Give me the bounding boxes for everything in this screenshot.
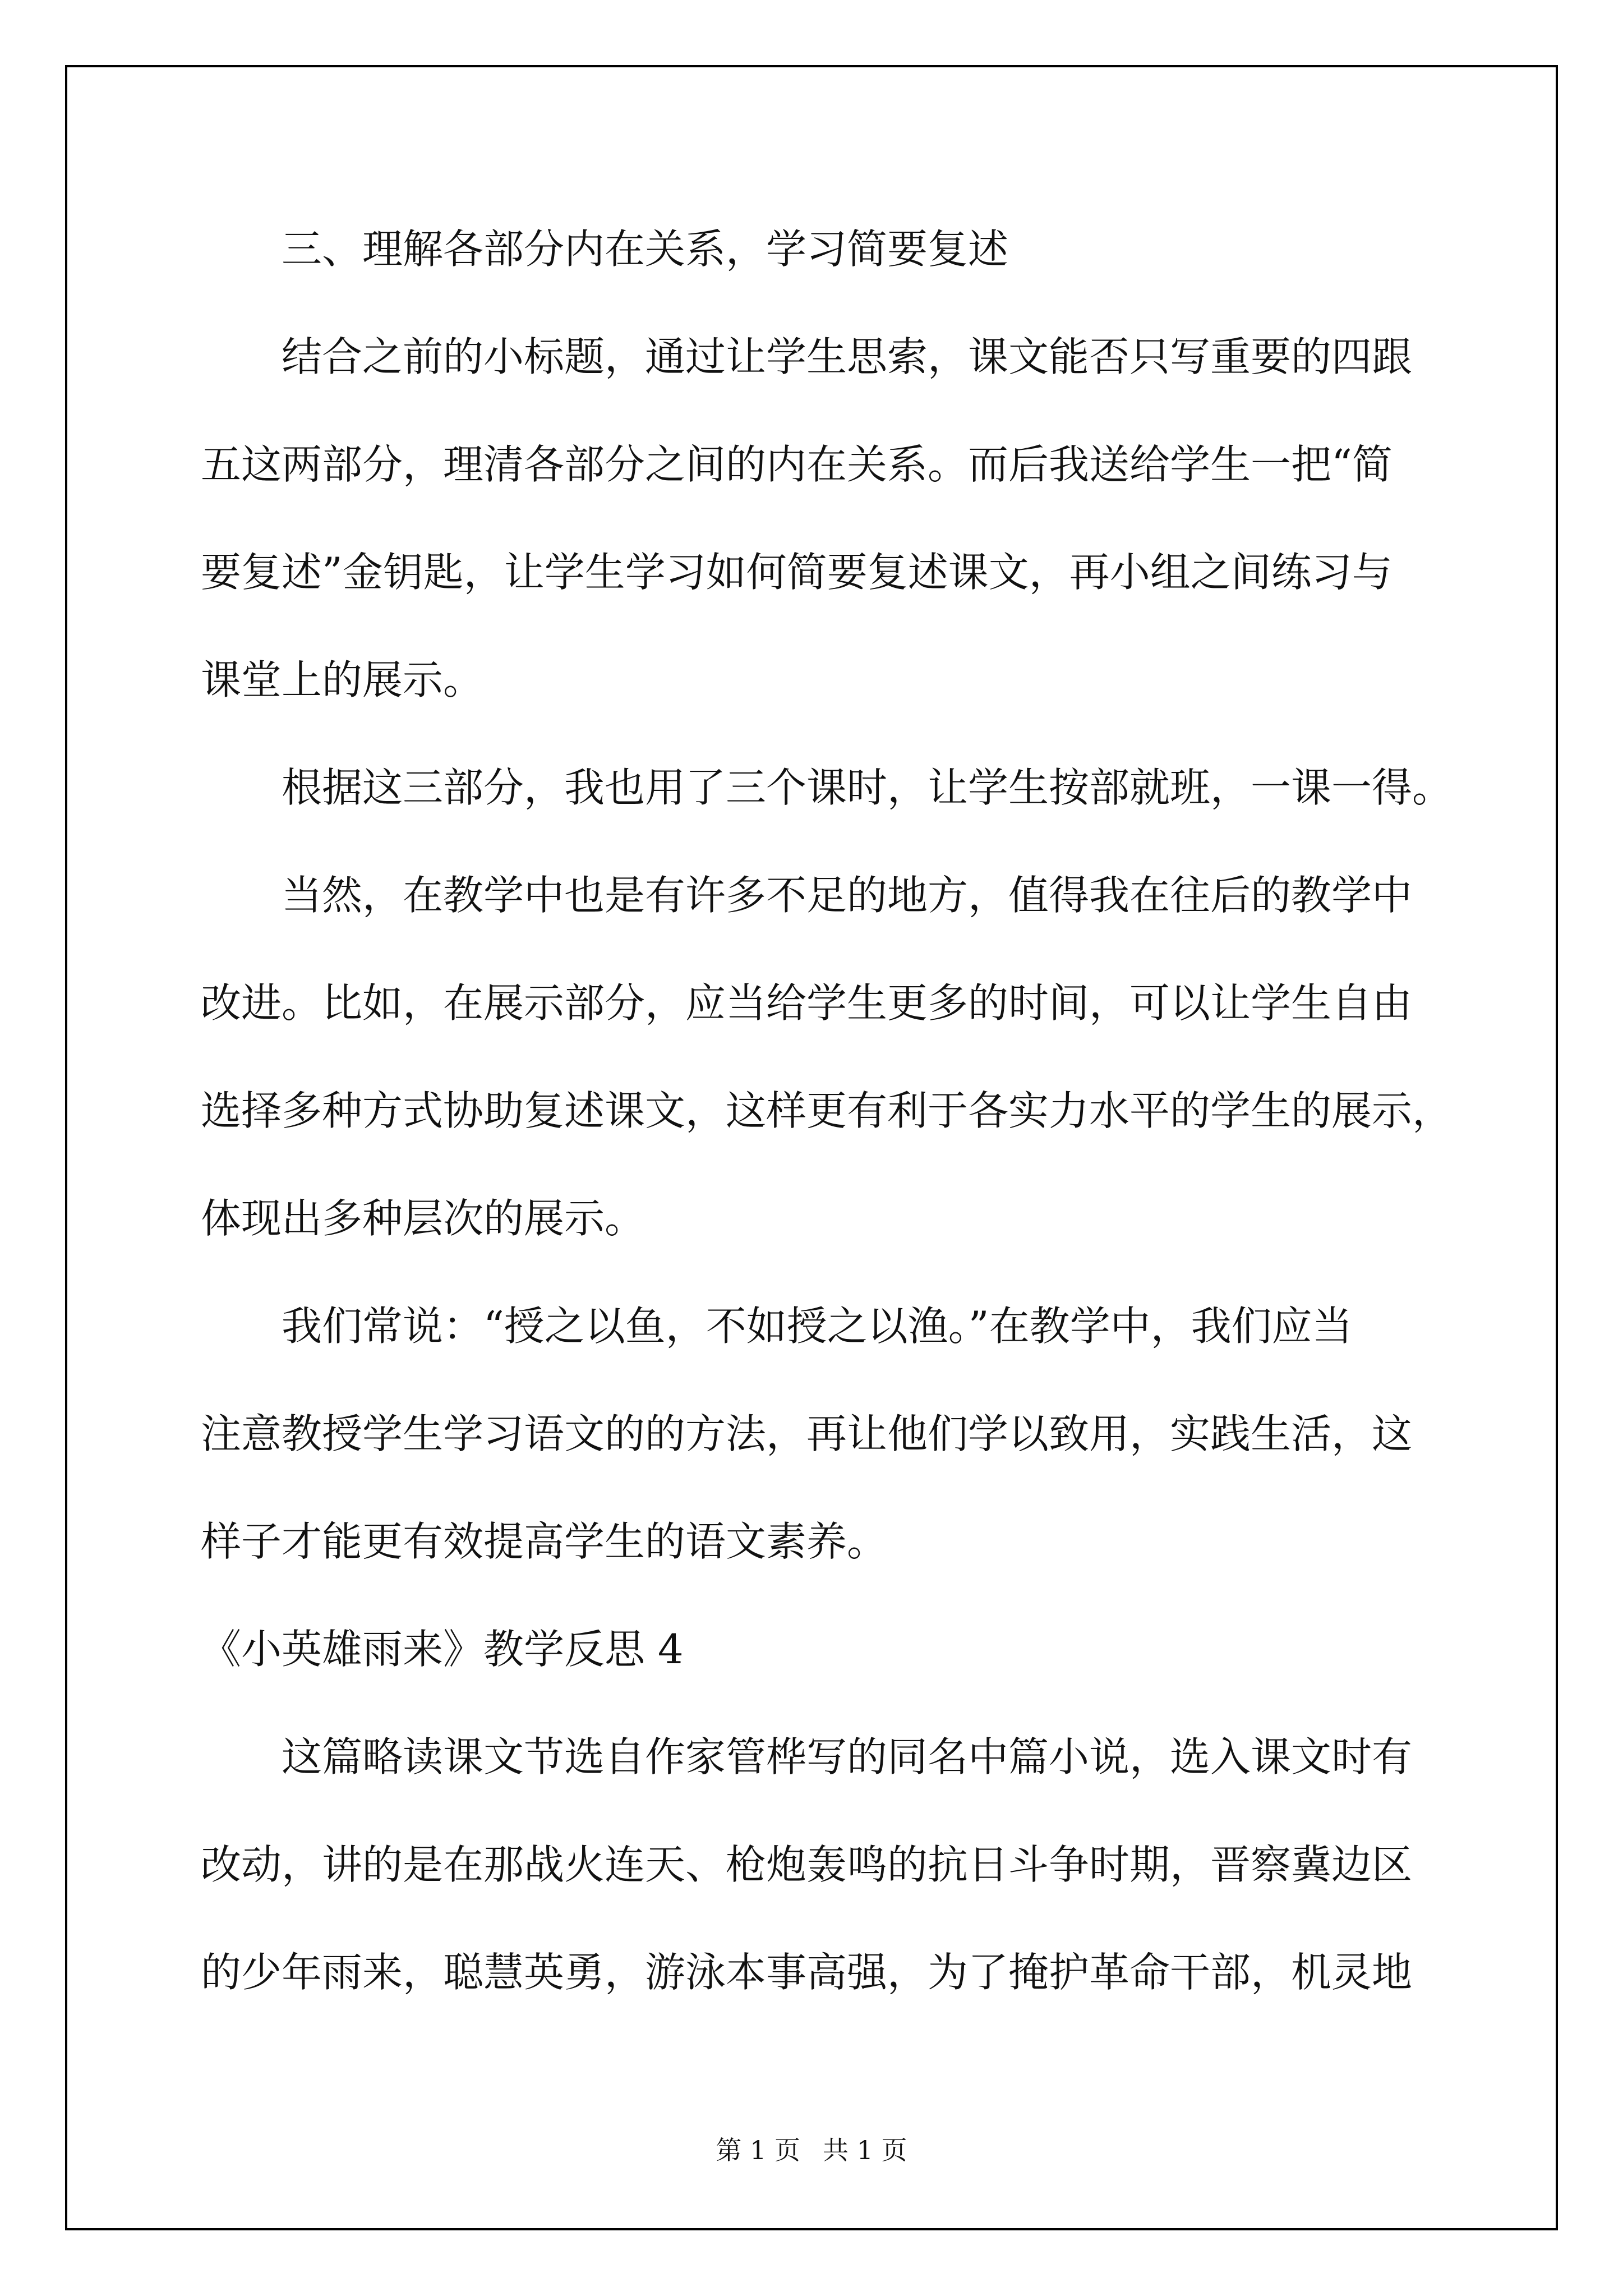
text-line-07: 当然，在教学中也是有许多不足的地方，值得我在往后的教学中: [282, 872, 1413, 919]
text-line-08: 改进。比如，在展示部分，应当给学生更多的时间，可以让学生自由: [201, 979, 1413, 1027]
text-line-02: 结合之前的小标题，通过让学生思索，课文能否只写重要的四跟: [282, 333, 1413, 380]
text-line-13: 样子才能更有效提高学生的语文素养。: [201, 1518, 888, 1565]
text-line-16: 改动，讲的是在那战火连天、枪炮轰鸣的抗日斗争时期，晋察冀边区: [201, 1841, 1413, 1888]
text-line-11: 我们常说：“授之以鱼，不如授之以渔。”在教学中，我们应当: [282, 1303, 1353, 1350]
text-line-04: 要复述”金钥匙，让学生学习如何简要复述课文，再小组之间练习与: [201, 549, 1393, 596]
text-line-01: 三、理解各部分内在关系，学习简要复述: [282, 226, 1009, 273]
text-line-12: 注意教授学生学习语文的的方法，再让他们学以致用，实践生活，这: [201, 1410, 1413, 1457]
text-line-05: 课堂上的展示。: [201, 656, 484, 703]
text-line-06: 根据这三部分，我也用了三个课时，让学生按部就班，一课一得。: [282, 764, 1453, 811]
text-line-09: 选择多种方式协助复述课文，这样更有利于各实力水平的学生的展示，: [201, 1087, 1453, 1134]
section-heading: 《小英雄雨来》教学反思 4: [201, 1626, 684, 1673]
text-line-17: 的少年雨来，聪慧英勇，游泳本事高强，为了掩护革命干部，机灵地: [201, 1949, 1413, 1996]
page-footer: [0, 2137, 1623, 2163]
page-frame: [65, 65, 1558, 2230]
text-line-03: 五这两部分，理清各部分之间的内在关系。而后我送给学生一把“简: [201, 441, 1393, 488]
page-number: 第 1 页: [716, 2135, 800, 2165]
text-line-15: 这篇略读课文节选自作家管桦写的同名中篇小说，选入课文时有: [282, 1733, 1413, 1780]
text-line-10: 体现出多种层次的展示。: [201, 1195, 645, 1242]
page-total: 共 1 页: [823, 2135, 907, 2165]
